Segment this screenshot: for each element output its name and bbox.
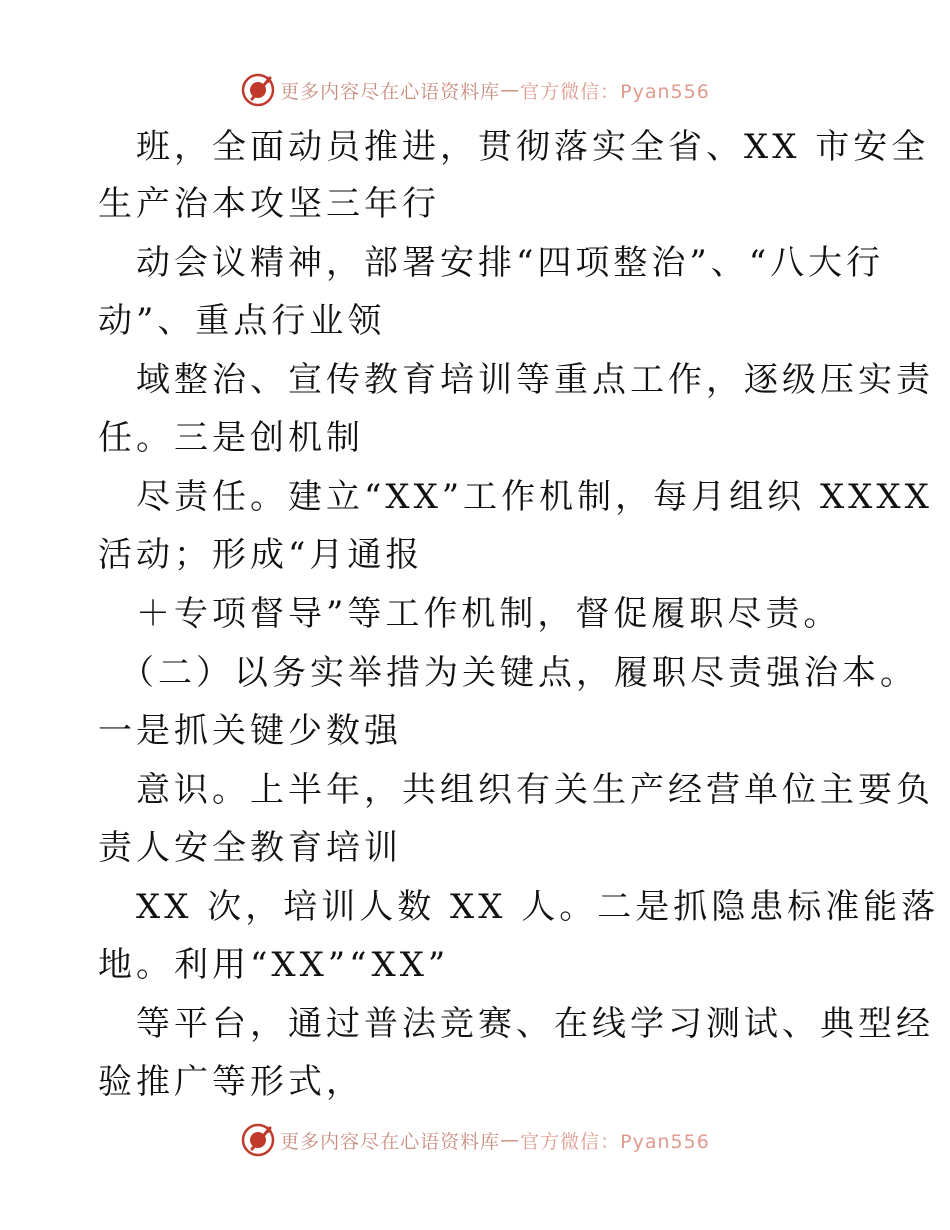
text-line: XX 次，培训人数 XX 人。二是抓隐患标准能落 xyxy=(136,887,940,927)
header-dash: — xyxy=(500,79,521,101)
text-line: 意识。上半年，共组织有关生产经营单位主要负 xyxy=(136,770,934,810)
text-line: ＋专项督导”等工作机制，督促履职尽责。 xyxy=(136,594,842,634)
footer-wechat-text: 官方微信：Pyan556 xyxy=(520,1130,710,1153)
logo-icon xyxy=(240,1122,276,1158)
text-line: 任。三是创机制 xyxy=(98,418,364,458)
text-line: 尽责任。建立“XX”工作机制，每月组织 XXXX xyxy=(136,477,933,517)
footer-site-text: 更多内容尽在心语资料库 xyxy=(280,1130,501,1153)
text-line: 地。利用“XX”“XX” xyxy=(98,945,450,985)
text-line: 活动；形成“月通报 xyxy=(98,535,424,575)
text-line: 一是抓关键少数强 xyxy=(98,711,402,751)
logo-icon xyxy=(240,72,276,108)
text-line: 班，全面动员推进，贯彻落实全省、XX 市安全 xyxy=(136,127,930,167)
text-line: 等平台，通过普法竞赛、在线学习测试、典型经 xyxy=(136,1004,934,1044)
header-banner xyxy=(0,70,950,110)
text-line: 责人安全教育培训 xyxy=(98,828,402,868)
text-line: 生产治本攻坚三年行 xyxy=(98,184,440,224)
footer-banner xyxy=(0,1120,950,1160)
header-wechat-text: 官方微信：Pyan556 xyxy=(520,80,710,103)
text-line: 验推广等形式， xyxy=(98,1062,364,1102)
header-site-text: 更多内容尽在心语资料库 xyxy=(280,80,501,103)
text-line: 动”、重点行业领 xyxy=(98,301,386,341)
text-line: 动会议精神，部署安排“四项整治”、“八大行 xyxy=(136,243,885,283)
text-line: 域整治、宣传教育培训等重点工作，逐级压实责 xyxy=(136,360,934,400)
footer-dash: — xyxy=(500,1129,521,1151)
text-line: （二）以务实举措为关键点，履职尽责强治本。 xyxy=(120,653,918,693)
